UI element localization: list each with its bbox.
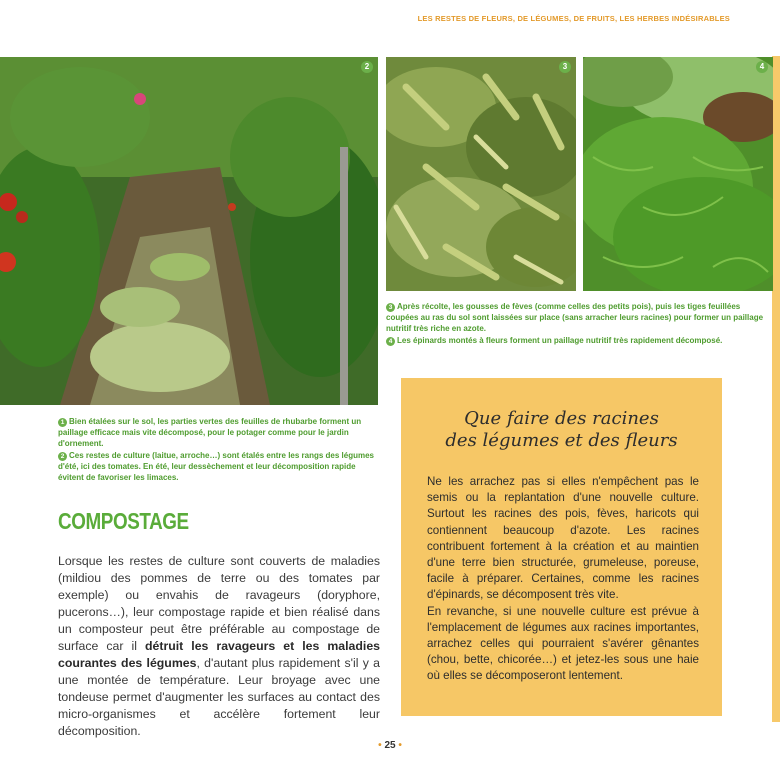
photo-bean-pods — [386, 57, 576, 291]
photo-rhubarb-mulch — [0, 57, 378, 405]
photo-spinach-image — [583, 57, 773, 291]
caption-text: Les épinards montés à fleurs forment un paillage nutritif très rapidement décomposé. — [397, 336, 723, 345]
caption-2 — [58, 450, 380, 483]
caption-3 — [386, 301, 774, 334]
box-title-line-1: Que faire des racines — [464, 408, 659, 429]
compostage-text-bold: détruit les ravageurs et les maladies courantes des légumes — [58, 639, 380, 670]
photo-rhubarb-mulch-image — [0, 57, 378, 405]
photo-spinach — [583, 57, 773, 291]
caption-text: Bien étalées sur le sol, les parties vertes des feuilles de rhubarbe forment un paillage efficace mais vite décomposé, pour le potager comme pour le jardin d'ornement. — [58, 417, 362, 448]
captions-left — [58, 416, 380, 484]
box-body — [427, 474, 699, 685]
captions-right — [386, 301, 774, 347]
compostage-paragraph — [58, 553, 380, 740]
page-number-dot-right: • — [398, 740, 402, 751]
page-number-value: 25 — [384, 740, 396, 751]
roots-sidebar-box — [401, 378, 722, 716]
photo-number-badge: 4 — [756, 61, 768, 73]
page-number-dot-left: • — [378, 740, 382, 751]
running-header: LES RESTES DE FLEURS, DE LÉGUMES, DE FRUITS, LES HERBES INDÉSIRABLES — [417, 14, 730, 23]
compostage-text-end: , d'autant plus rapidement s'il y a une montée de température. Leur broyage avec une tondeuse permet d'augmenter les surfaces au contact des micro-organismes et accélère fortement leur décomposition. — [58, 656, 380, 738]
caption-text: Après récolte, les gousses de fèves (comme celles des petits pois), puis les tiges feuillées coupées au ras du sol sont laissées sur place (sans arracher leurs racines) pour former un paillage nutritif très riche en azote. — [386, 302, 764, 333]
caption-number: 3 — [386, 303, 395, 312]
photo-bean-pods-image — [386, 57, 576, 291]
caption-1 — [58, 416, 380, 449]
caption-number: 2 — [58, 452, 67, 461]
box-title-line-2: des légumes et des fleurs — [445, 430, 678, 451]
box-title — [401, 408, 722, 452]
box-paragraph-2: En revanche, si une nouvelle culture est prévue à l'emplacement de légumes aux racines importantes, arrachez celles qui pourraient s'avérer gênantes (chou, bette, chicorée…) et jetez-les sous une haie où elles se décomposeront lentement. — [427, 604, 699, 683]
caption-number: 1 — [58, 418, 67, 427]
page-number — [0, 740, 780, 751]
photo-number-badge: 2 — [361, 61, 373, 73]
section-title-compostage: COMPOSTAGE — [58, 508, 189, 534]
compostage-text-start: Lorsque les restes de culture sont couverts de maladies (mildiou des pommes de terre ou des tomates par exemple) ou envahis de ravageurs (doryphore, pucerons…), leur compostage rapide et bien réalisé dans un composteur peut être préférable au compostage de surface car il — [58, 554, 380, 653]
box-paragraph-1: Ne les arrachez pas si elles n'empêchent pas le semis ou la replantation d'une nouvelle culture. Surtout les racines des pois, fèves, haricots qui contiennent beaucoup d'azote. Les racines contribuent fortement à la création et au maintien d'une terre bien structurée, grumeleuse, poreuse, facile à préparer. Certaines, comme les racines d'épinards, se décomposent très vite. — [427, 475, 699, 602]
page-edge-accent — [772, 56, 780, 722]
caption-number: 4 — [386, 337, 395, 346]
photo-number-badge: 3 — [559, 61, 571, 73]
caption-text: Ces restes de culture (laitue, arroche…) sont étalés entre les rangs des légumes d'été, ici des tomates. En été, leur dessèchement et leur décomposition rapide évitent de favoriser les limaces. — [58, 451, 375, 482]
caption-4 — [386, 335, 774, 346]
